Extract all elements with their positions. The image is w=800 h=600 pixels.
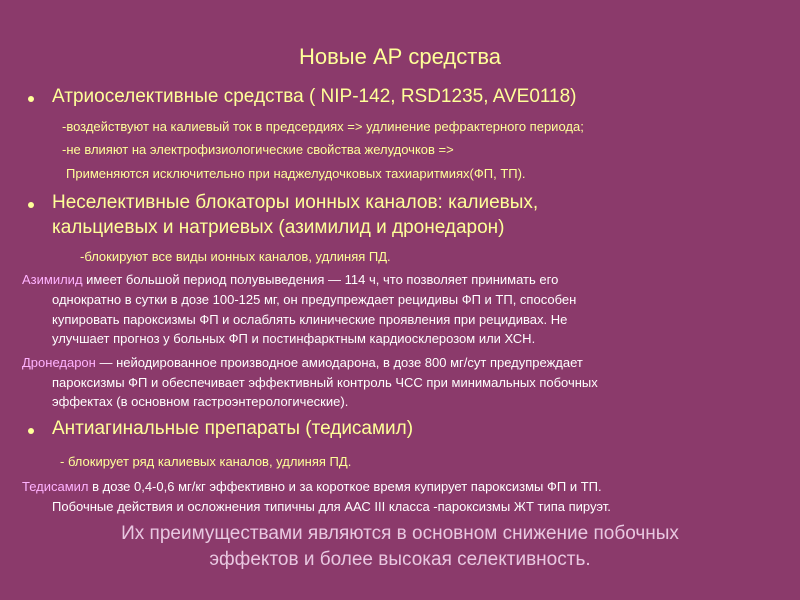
bullet-2-sub-1: -блокируют все виды ионных каналов, удлиняя ПД.: [80, 249, 391, 264]
footer-line-1: Их преимуществами являются в основном снижение побочных: [121, 523, 679, 544]
bullet-marker: [28, 96, 34, 102]
bullet-3-sub-1: - блокирует ряд калиевых каналов, удлиняя ПД.: [60, 454, 352, 469]
paragraph-dronedarone-text: — нейодированное производное амиодарона, в дозе 800 мг/сут предупреждает: [95, 355, 583, 370]
bullet-marker: [28, 202, 34, 208]
bullet-1-heading: Атриоселективные средства ( NIP-142, RSD1235, AVE0118): [52, 86, 577, 107]
paragraph-dronedarone-line-3: эффектах (в основном гастроэнтерологические).: [52, 394, 349, 409]
paragraph-tedisamil-text: в дозе 0,4-0,6 мг/кг эффективно и за короткое время купирует пароксизмы ФП и ТП.: [88, 479, 602, 494]
paragraph-azimilide-line-3: купировать пароксизмы ФП и ослаблять клинические проявления при рецидивах. Не: [52, 312, 568, 327]
paragraph-dronedarone-line-1: [22, 355, 583, 370]
paragraph-dronedarone-line-2: пароксизмы ФП и обеспечивает эффективный контроль ЧСС при минимальных побочных: [52, 375, 598, 390]
bullet-1-sub-1: -воздействуют на калиевый ток в предсердиях => удлинение рефрактерного периода;: [62, 119, 584, 134]
paragraph-azimilide-line-4: улучшает прогноз у больных ФП и постинфарктным кардиосклерозом или ХСН.: [52, 331, 536, 346]
paragraph-tedisamil-line-1: [22, 479, 602, 494]
slide-title: Новые АР средства: [298, 44, 501, 69]
term-dronedarone: Дронедарон: [22, 355, 96, 370]
paragraph-azimilide-line-2: однократно в сутки в дозе 100-125 мг, он предупреждает рецидивы ФП и ТП, способен: [52, 292, 577, 307]
term-tedisamil: Тедисамил: [22, 479, 89, 494]
paragraph-tedisamil-line-2: Побочные действия и осложнения типичны для ААС III класса -пароксизмы ЖТ типа пируэт.: [52, 499, 611, 514]
bullet-1-sub-3: Применяются исключительно при наджелудочковых тахиаритмиях(ФП, ТП).: [66, 166, 526, 181]
summary-footer: [0, 521, 800, 573]
bullet-2-heading-line-2: кальциевых и натриевых (азимилид и дронедарон): [52, 217, 505, 238]
paragraph-azimilide-text: имеет большой период полувыведения — 114 ч, что позволяет принимать его: [82, 272, 559, 287]
bullet-3-heading: Антиагинальные препараты (тедисамил): [52, 418, 414, 439]
term-azimilide: Азимилид: [22, 272, 83, 287]
bullet-marker: [28, 428, 34, 434]
bullet-2-heading-line-1: Неселективные блокаторы ионных каналов: калиевых,: [52, 192, 539, 213]
paragraph-azimilide-line-1: [22, 272, 558, 287]
bullet-1-sub-2: -не влияют на электрофизиологические свойства желудочков =>: [62, 142, 454, 157]
footer-line-2: эффектов и более высокая селективность.: [209, 549, 591, 570]
